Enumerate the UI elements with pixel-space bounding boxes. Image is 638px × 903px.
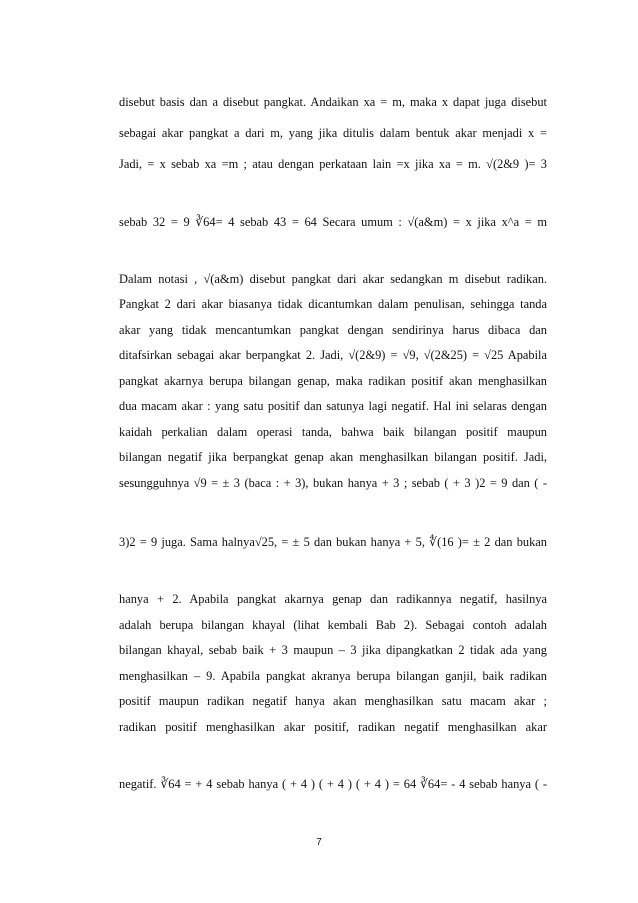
paragraph-line: disebut basis dan a disebut pangkat. Andaikan xa = m, maka x dapat juga disebut xyxy=(119,95,547,109)
paragraph-line: Pangkat 2 dari akar biasanya tidak dicantumkan dalam penulisan, sehingga tanda xyxy=(119,297,547,311)
paragraph-line: hanya + 2. Apabila pangkat akarnya genap dan radikannya negatif, hasilnya xyxy=(119,592,547,606)
paragraph-line: ditafsirkan sebagai akar berpangkat 2. Jadi, √(2&9) = √9, √(2&25) = √25 Apabila xyxy=(119,348,547,362)
paragraph-line: dua macam akar : yang satu positif dan satunya lagi negatif. Hal ini selaras dengan xyxy=(119,399,547,413)
paragraph-line: Dalam notasi , √(a&m) disebut pangkat dari akar sedangkan m disebut radikan. xyxy=(119,272,547,286)
paragraph-line: sebagai akar pangkat a dari m, yang jika ditulis dalam bentuk akar menjadi x = xyxy=(119,126,547,140)
paragraph-line: akar yang tidak mencantumkan pangkat dengan sendirinya harus dibaca dan xyxy=(119,323,547,337)
paragraph-line: negatif. ∛64 = + 4 sebab hanya ( + 4 ) ( + 4 ) ( + 4 ) = 64 ∛64= - 4 sebab hanya ( - xyxy=(119,777,547,791)
paragraph-line: pangkat akarnya berupa bilangan genap, maka radikan positif akan menghasilkan xyxy=(119,374,547,388)
paragraph-line: positif maupun radikan negatif hanya akan menghasilkan satu macam akar ; xyxy=(119,694,547,708)
paragraph-line: menghasilkan – 9. Apabila pangkat akranya berupa bilangan ganjil, baik radikan xyxy=(119,669,547,683)
paragraph-line: adalah berupa bilangan khayal (lihat kembali Bab 2). Sebagai contoh adalah xyxy=(119,618,547,632)
paragraph-line: Jadi, = x sebab xa =m ; atau dengan perkataan lain =x jika xa = m. √(2&9 )= 3 xyxy=(119,157,547,171)
paragraph-line: sebab 32 = 9 ∛64= 4 sebab 43 = 64 Secara umum : √(a&m) = x jika x^a = m xyxy=(119,215,547,229)
paragraph-line: bilangan khayal, sebab baik + 3 maupun – 3 jika dipangkatkan 2 tidak ada yang xyxy=(119,643,547,657)
paragraph-line: bilangan negatif jika berpangkat genap akan menghasilkan bilangan positif. Jadi, xyxy=(119,450,547,464)
paragraph-line: 3)2 = 9 juga. Sama halnya√25, = ± 5 dan bukan hanya + 5, ∜(16 )= ± 2 dan bukan xyxy=(119,535,547,549)
page-number: 7 xyxy=(316,837,322,848)
paragraph-line: sesungguhnya √9 = ± 3 (baca : + 3), bukan hanya + 3 ; sebab ( + 3 )2 = 9 dan ( - xyxy=(119,476,547,490)
paragraph-line: kaidah perkalian dalam operasi tanda, bahwa baik bilangan positif maupun xyxy=(119,425,547,439)
paragraph-line: radikan positif menghasilkan akar positif, radikan negatif menghasilkan akar xyxy=(119,720,547,734)
